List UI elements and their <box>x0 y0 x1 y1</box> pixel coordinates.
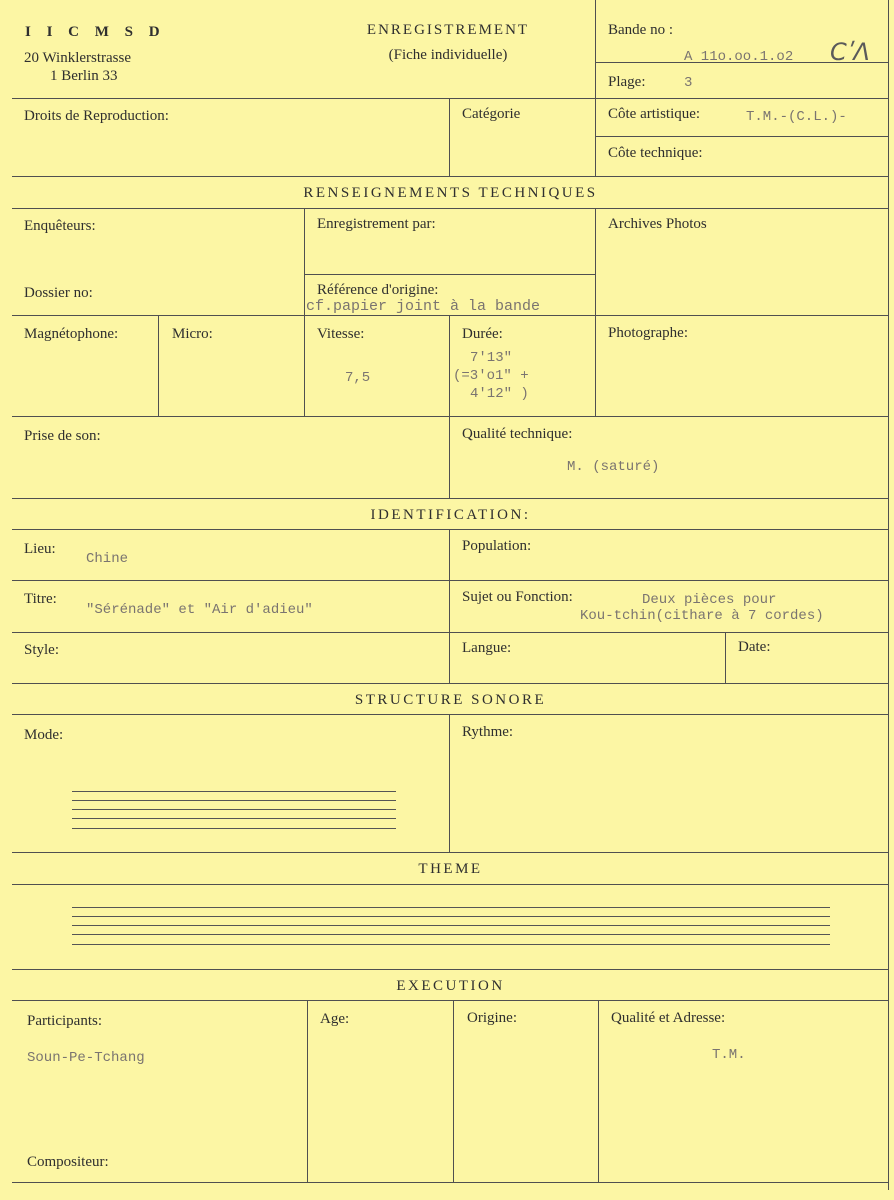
titre-label: Titre: <box>24 591 57 607</box>
micro-label: Micro: <box>172 326 213 342</box>
vitesse-label: Vitesse: <box>317 326 365 342</box>
enregistrement-par-label: Enregistrement par: <box>317 216 436 232</box>
divider <box>12 580 888 581</box>
divider <box>449 315 450 416</box>
magnetophone-label: Magnétophone: <box>24 326 119 342</box>
qualite-adresse-value: T.M. <box>712 1047 746 1063</box>
form-subtitle: (Fiche individuelle) <box>388 47 508 63</box>
border-right <box>888 0 889 1190</box>
duree-value-line2: (=3'o1" + <box>453 368 529 384</box>
divider <box>449 714 450 852</box>
sujet-value-line2: Kou-tchin(cithare à 7 cordes) <box>580 608 824 624</box>
date-label: Date: <box>738 639 771 655</box>
origine-label: Origine: <box>467 1010 517 1026</box>
divider <box>307 1000 308 1182</box>
bande-label: Bande no : <box>608 22 673 38</box>
form-title: ENREGISTREMENT <box>366 22 530 38</box>
divider <box>725 632 726 683</box>
langue-label: Langue: <box>462 640 512 656</box>
org-logo: I I C M S D <box>25 24 166 40</box>
qualite-technique-value: M. (saturé) <box>567 459 660 475</box>
mode-staff-line <box>72 828 396 829</box>
divider <box>449 416 450 498</box>
reference-label: Référence d'origine: <box>317 282 439 298</box>
divider <box>12 1182 888 1183</box>
divider <box>304 208 305 416</box>
divider <box>453 1000 454 1182</box>
divider <box>12 176 888 177</box>
qualite-technique-label: Qualité technique: <box>462 426 573 442</box>
vitesse-value: 7,5 <box>345 370 371 386</box>
prise-de-son-label: Prise de son: <box>24 428 101 444</box>
cote-artistique-value: T.M.-(C.L.)- <box>746 109 847 125</box>
bande-value: A 11o.oo.1.o2 <box>684 49 794 65</box>
divider <box>12 852 888 853</box>
population-label: Population: <box>462 538 532 554</box>
mode-staff-line <box>72 818 396 819</box>
plage-label: Plage: <box>608 74 646 90</box>
divider <box>12 1000 888 1001</box>
sujet-value-line1: Deux pièces pour <box>642 592 777 608</box>
sujet-label: Sujet ou Fonction: <box>462 589 573 605</box>
divider <box>449 529 450 683</box>
divider <box>12 714 888 715</box>
org-city: 1 Berlin 33 <box>50 68 118 84</box>
divider <box>12 416 888 417</box>
bande-handwritten: CʹΛ <box>830 38 870 66</box>
photographe-label: Photographe: <box>608 325 688 341</box>
mode-staff-line <box>72 800 396 801</box>
section-heading-structure: STRUCTURE SONORE <box>354 692 547 708</box>
participants-label: Participants: <box>27 1013 102 1029</box>
droits-label: Droits de Reproduction: <box>24 108 169 124</box>
enqueteurs-label: Enquêteurs: <box>24 218 96 234</box>
duree-value-line1: 7'13" <box>470 350 513 366</box>
divider <box>12 529 888 530</box>
org-street: 20 Winklerstrasse <box>24 50 132 66</box>
participants-value: Soun-Pe-Tchang <box>27 1050 145 1066</box>
lieu-label: Lieu: <box>24 541 56 557</box>
plage-value: 3 <box>684 75 693 91</box>
theme-staff-line <box>72 907 830 908</box>
mode-staff-line <box>72 791 396 792</box>
divider <box>12 208 888 209</box>
reference-value: cf.papier joint à la bande <box>306 298 541 315</box>
dossier-label: Dossier no: <box>24 285 93 301</box>
divider <box>12 969 888 970</box>
titre-value: "Sérénade" et "Air d'adieu" <box>86 602 313 618</box>
divider <box>12 98 888 99</box>
theme-staff-line <box>72 916 830 917</box>
divider <box>158 315 159 416</box>
section-heading-identification: IDENTIFICATION: <box>370 507 531 523</box>
theme-staff-line <box>72 944 830 945</box>
qualite-adresse-label: Qualité et Adresse: <box>611 1010 726 1026</box>
lieu-value: Chine <box>86 551 129 567</box>
divider <box>12 498 888 499</box>
section-heading-technique: RENSEIGNEMENTS TECHNIQUES <box>303 185 598 201</box>
compositeur-label: Compositeur: <box>27 1154 109 1170</box>
divider <box>304 274 595 275</box>
mode-staff-line <box>72 809 396 810</box>
section-heading-theme: THEME <box>418 861 483 877</box>
section-heading-execution: EXECUTION <box>396 978 505 994</box>
theme-staff-line <box>72 925 830 926</box>
style-label: Style: <box>24 642 60 658</box>
duree-label: Durée: <box>462 326 503 342</box>
age-label: Age: <box>320 1011 350 1027</box>
divider <box>12 683 888 684</box>
theme-staff-line <box>72 934 830 935</box>
mode-label: Mode: <box>24 727 64 743</box>
duree-value-line3: 4'12" ) <box>470 386 529 402</box>
archives-photos-label: Archives Photos <box>608 216 707 232</box>
categorie-label: Catégorie <box>462 106 521 122</box>
divider <box>595 136 888 137</box>
divider <box>12 632 888 633</box>
cote-technique-label: Côte technique: <box>608 145 703 161</box>
divider <box>12 884 888 885</box>
cote-artistique-label: Côte artistique: <box>608 106 701 122</box>
rythme-label: Rythme: <box>462 724 514 740</box>
divider <box>595 208 596 416</box>
divider <box>598 1000 599 1182</box>
divider <box>12 315 888 316</box>
divider <box>449 98 450 176</box>
